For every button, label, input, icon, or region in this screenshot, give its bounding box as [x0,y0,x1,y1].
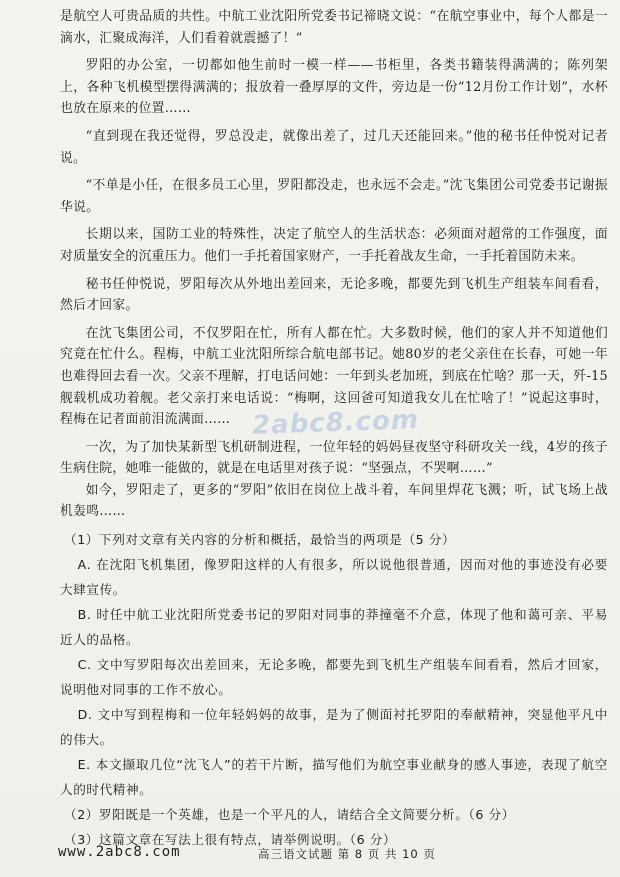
site-watermark: 2abc8.com [251,405,420,441]
question-2: （2）罗阳既是一个英雄，也是一个平凡的人，请结合全文简要分析。（6 分） [64,807,515,823]
article-paragraph-2: 罗阳的办公室，一切都如他生前时一模一样——书柜里，各类书籍装得满满的；陈列架上，各种飞机模型摆得满满的；报放着一叠厚厚的文件，旁边是一份“12月份工作计划”，水杯也放在原来的位置…… [60,58,608,117]
article-paragraph-4: “不单是小任，在很多员工心里，罗阳都没走，也永远不会走。”沈飞集团公司党委书记谢振华说。 [60,178,608,215]
footer-site-url: www.2abc8.com [58,844,181,860]
article-paragraph-1: 是航空人可贵品质的共性。中航工业沈阳所党委书记禘晓文说：“在航空事业中，每个人都是一滴水，汇聚成海洋，人们看着就震撼了！” [60,9,608,46]
question-1-stem: （1）下列对文章有关内容的分析和概括，最恰当的两项是（5 分） [64,532,456,548]
article-paragraph-5: 长期以来，国防工业的特殊性，决定了航空人的生活状态：必须面对超常的工作强度，面对质量安全的沉重压力。他们一手托着国家财产，一手托着战友生命，一手托着国防未来。 [60,227,608,264]
question-1-option-b: B. 时任中航工业沈阳所党委书记的罗阳对同事的莽撞毫不介意，体现了他和蔼可亲、平易近人的品格。 [60,607,608,648]
article-paragraph-9: 如今，罗阳走了，更多的“罗阳”依旧在岗位上战斗着，车间里焊花飞溅；听，试飞场上战机轰鸣…… [60,482,608,520]
question-1-option-c: C. 文中写罗阳每次出差回来，无论多晚，都要先到飞机生产组装车间看看，然后才回家，说明他对同事的工作不放心。 [60,657,608,698]
page-content [60,6,608,852]
article-paragraph-3: “直到现在我还觉得，罗总没走，就像出差了，过几天还能回来。”他的秘书任仲悦对记者说。 [60,128,608,166]
article-paragraph-7: 在沈飞集团公司，不仅罗阳在忙，所有人都在忙。大多数时候，他们的家人并不知道他们究竟在忙什么。程梅，中航工业沈阳所综合航电部书记。她80岁的老父亲住在长春，可她一年也难得回去看一次。父亲不理解，打电话问她：一年到头老加班，到底在忙啥？那一天，歼-15舰载机成功着舰。老父亲打来电话说：“梅啊，这回爸可知道我女儿在忙啥了！”说起这事时，程梅在记者面前泪流满面…… [60,325,608,428]
article-paragraph-8: 一次，为了加快某新型飞机研制进程，一位年轻的妈妈昼夜坚守科研攻关一线，4岁的孩子生病住院，她唯一能做的，就是在电话里对孩子说：“坚强点，不哭啊……” [60,439,608,477]
question-section [60,527,608,852]
question-1-option-a: A. 在沈阳飞机集团，像罗阳这样的人有很多，所以说他很普通，因而对他的事迹没有必要大肆宣传。 [60,557,608,598]
question-1-option-d: D. 文中写到程梅和一位年轻妈妈的故事，是为了侧面衬托罗阳的奉献精神，突显他平凡中的伟大。 [60,707,608,748]
footer-page-number: 高三语文试题 第 8 页 共 10 页 [258,847,436,861]
question-3: （3）这篇文章在写法上很有特点，请举例说明。（6 分） [64,832,397,848]
question-1-option-e: E. 本文撷取几位“沈飞人”的若干片断，描写他们为航空事业献身的感人事迹，表现了航空人的时代精神。 [60,757,608,798]
article-paragraph-6: 秘书任仲悦说，罗阳每次从外地出差回来，无论多晚，都要先到飞机生产组装车间看看，然后才回家。 [60,276,608,314]
